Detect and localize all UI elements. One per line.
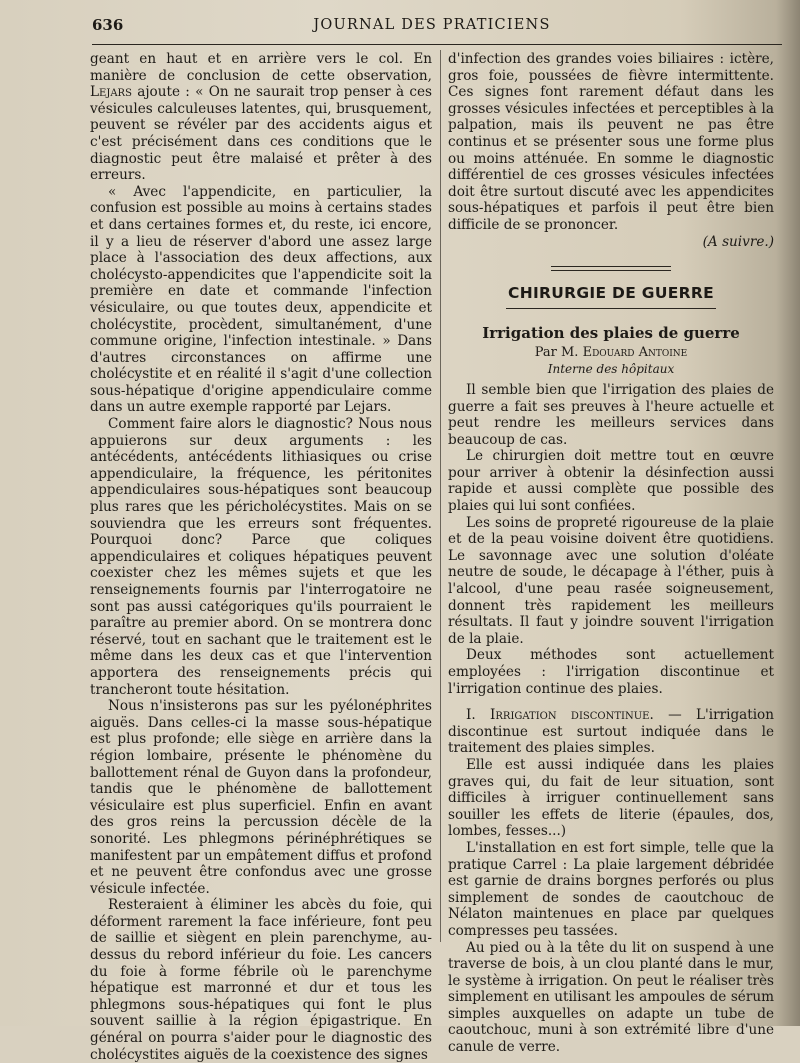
paragraph-text: Les soins de propreté rigoureuse de la plaie et de la peau voisine doivent être quotidiens. Le savonnage avec une solution d'oléate neutre de soude, le décapage à l'éther, puis à l'alcool, d'une peau rasée soigneusement, donnent très rapidement les meilleurs résultats. Il faut y joindre souvent l'irrigation de la plaie. (448, 514, 774, 647)
paragraph (448, 647, 774, 697)
right-column (448, 51, 774, 1056)
paragraph (448, 707, 774, 757)
column-divider (440, 50, 441, 942)
paragraph (448, 940, 774, 1056)
paragraph-text: L'installation en est fort simple, telle que la pratique Carrel : La plaie largement débridée est garnie de drains borgnes perforés ou plus simplement de sondes de caoutchouc de Nélaton maintenues en place par quelques compresses peu tassées. (448, 839, 774, 939)
section-separator (551, 266, 671, 271)
paragraph-text: I. (466, 707, 491, 724)
paragraph (90, 184, 432, 416)
paragraph (448, 515, 774, 648)
header-rule (92, 44, 782, 45)
paragraph-text: Resteraient à éliminer les abcès du foie, qui déforment rarement la face inférieure, font peu de saillie et siègent en plein parenchyme, au-dessus du rebord inférieur du foie. Les cancers du foie à forme fébrile où le parenchyme hépatique est marronné et dur et tous les phlegmons sous-hépatiques qui font le plus souvent saillie à la région épigastrique. En général on pourra s'aider pour le diagnostic des cholécystites aiguës de la coexistence des signes (90, 897, 432, 1063)
paragraph-text: . — L'irrigation discontinue est surtout indiquée dans le traitement des plaies simples. (448, 707, 774, 757)
section-title: CHIRURGIE DE GUERRE (508, 284, 714, 303)
journal-title: JOURNAL DES PRATICIENS (313, 17, 551, 33)
paragraph-text: Nous n'insisterons pas sur les pyélonéphrites aiguës. Dans celles-ci la masse sous-hépatique est plus profonde; elle siège en arrière dans la région lombaire, présente le phénomène du ballottement rénal de Guyon dans la profondeur, tandis que le phénomène de ballottement vésiculaire est plus superficiel. Enfin en avant des gros reins la percussion décèle de la sonorité. Les phlegmons périnéphrétiques se manifestent par un empâtement diffus et profond et ne peuvent être confondus avec une grosse vésicule infectée. (90, 698, 432, 897)
paragraph-text: geant en haut et en arrière vers le col. En manière de conclusion de cette observation, (90, 51, 432, 84)
author-name: Edouard Antoine (582, 345, 688, 361)
section-title-rule (506, 308, 716, 309)
paragraph (90, 897, 432, 1063)
paragraph (448, 448, 774, 514)
small-caps-text: Lejars (90, 84, 132, 101)
paragraph-text: Au pied ou à la tête du lit on suspend à une traverse de bois, à un clou planté dans le mur, le système à irrigation. On peut le réaliser très simplement en utilisant les ampoules de sérum simples auxquelles on adapte un tube de caoutchouc, muni à son extrémité libre d'une canule de verre. (448, 939, 774, 1056)
paragraph-text: d'infection des grandes voies biliaires : ictère, gros foie, poussées de fièvre intermittente. Ces signes font rarement défaut dans les grosses vésicules infectées et perceptibles à la palpation, mais ils peuvent ne pas être continus et se présenter sous une forme plus ou moins atténuée. En somme le diagnostic différentiel de ces grosses vésicules infectées doit être surtout discuté avec les appendicites sous-hépatiques et parfois il peut être bien difficile de se prononcer. (448, 51, 774, 233)
paragraph-gap (448, 697, 774, 707)
page-number: 636 (92, 16, 124, 34)
paragraph (448, 757, 774, 840)
paragraph (448, 382, 774, 448)
paragraph-text: ajoute : « On ne saurait trop penser à ces vésicules calculeuses latentes, qui, brusquement, peuvent se révéler par des accidents aigus et c'est précisément dans ces conditions que le diagnostic peut être malaisé et prêter à des erreurs. (90, 84, 432, 184)
paragraph-text: « Avec l'appendicite, en particulier, la confusion est possible au moins à certains stades et dans certaines formes et, du reste, ici encore, il y a lieu de réserver d'abord une assez large place à l'association des deux affections, aux cholécysto-appendicites que l'appendicite soit la première en date et commande l'infection vésiculaire, ou que toutes deux, appendicite et cholécystite, procèdent, simultanément, d'une commune origine, l'infection intestinale. » Dans d'autres circonstances on affirme une cholécystite et en réalité il s'agit d'une collection sous-hépatique d'origine appendiculaire comme dans un autre exemple rapporté par Lejars. (90, 183, 432, 416)
article-title: Irrigation des plaies de guerre (482, 323, 740, 342)
article-body (448, 382, 774, 1056)
paragraph-text: Elle est aussi indiquée dans les plaies graves qui, du fait de leur situation, sont difficiles à irriguer continuellement sans souiller les effets de literie (épaules, dos, lombes, fesses...) (448, 756, 774, 840)
paragraph-text: Il semble bien que l'irrigation des plaies de guerre a fait ses preuves à l'heure actuelle et peut rendre les meilleurs services dans beaucoup de cas. (448, 381, 774, 448)
article-author (448, 345, 774, 362)
author-prefix: Par M. (534, 345, 579, 361)
paragraph (90, 698, 432, 897)
paragraph-text: Deux méthodes sont actuellement employées : l'irrigation discontinue et l'irrigation continue des plaies. (448, 647, 774, 697)
to-be-continued: (A suivre.) (702, 233, 774, 250)
right-top-text (448, 51, 774, 234)
paragraph-text: Le chirurgien doit mettre tout en œuvre pour arriver à obtenir la désinfection aussi rapide et aussi complète que possible des plaies qui lui sont confiées. (448, 448, 774, 515)
paragraph-text: Comment faire alors le diagnostic? Nous nous appuierons sur deux arguments : les antécédents, antécédents lithiasiques ou crise appendiculaire, la fréquence, les péritonites appendiculaires sous-hépatiques sont beaucoup plus rares que les péricholécystites. Mais on se souviendra que les erreurs sont fréquentes. Pourquoi donc? Parce que coliques appendiculaires et coliques hépatiques peuvent coexister chez les mêmes sujets et que les renseignements fournis par l'interrogatoire ne sont pas aussi catégoriques qu'ils pourraient le paraître au premier abord. On se montrera donc réservé, tout en sachant que le traitement est le même dans les deux cas et que l'intervention apportera des renseignements précis qui trancheront toute hésitation. (90, 416, 432, 698)
paragraph (448, 51, 774, 234)
page-header (92, 16, 772, 44)
author-role: Interne des hôpitaux (547, 361, 675, 376)
paragraph (90, 416, 432, 698)
paragraph (90, 51, 432, 184)
paragraph (448, 840, 774, 940)
small-caps-text: Irrigation discontinue (490, 707, 650, 724)
left-column (90, 51, 432, 1063)
